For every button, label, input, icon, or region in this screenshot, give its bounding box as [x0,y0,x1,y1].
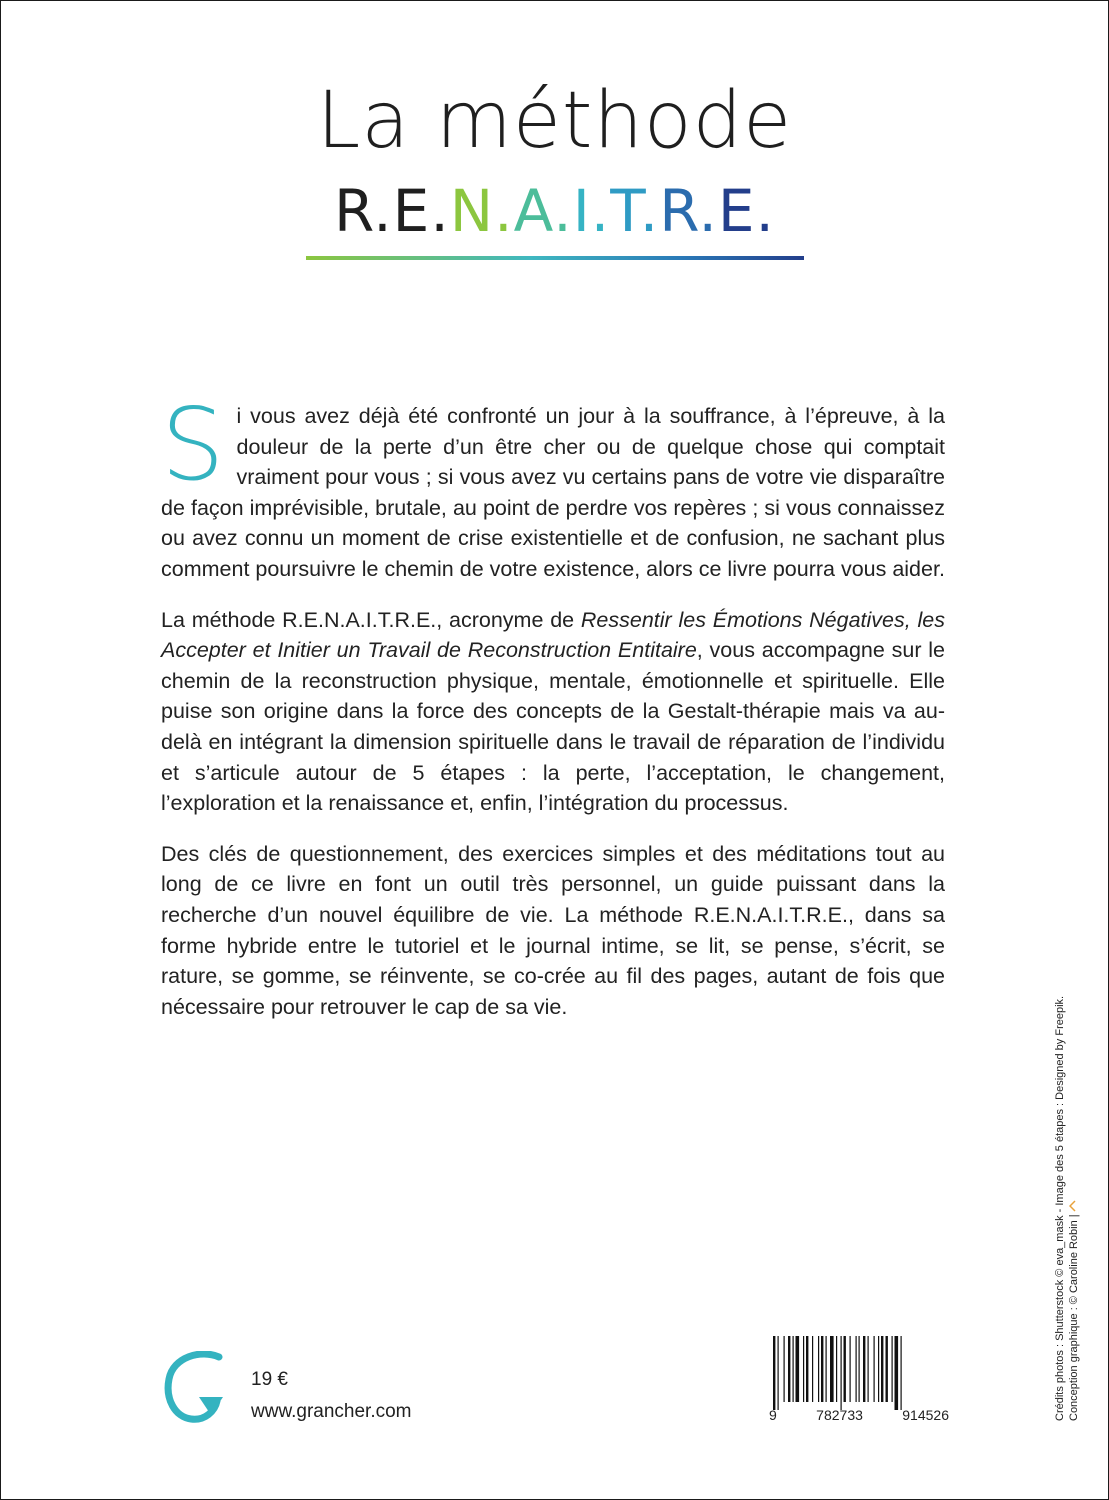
acronym-part: N. [449,177,514,245]
publisher-logo-icon [161,1351,227,1423]
barcode-bar [868,1336,869,1402]
isbn-digit-group: 914526 [902,1407,949,1423]
barcode-bar [818,1336,819,1402]
blurb-paragraph-1 [161,386,945,585]
barcode-bar [901,1336,902,1410]
paragraph-text: La méthode R.E.N.A.I.T.R.E., acronyme de [161,607,581,632]
credits-line-design [1067,996,1081,1421]
blurb [161,386,945,1042]
barcode-bar [812,1336,813,1402]
drop-cap: S [161,386,225,503]
credits [1053,996,1081,1421]
barcode-bar [863,1336,865,1402]
blurb-paragraph-2 [161,605,945,819]
isbn-digit-group: 782733 [816,1407,863,1423]
barcode-bar [784,1336,785,1402]
blurb-paragraph-3: Des clés de questionnement, des exercices simples et des méditations tout au long de ce livre en font un outil très personnel, un guide puissant dans la recherche d’un nouvel équilibre de vie. La méthode R.E.N.A.I.T.R.E., dans sa forme hybride entre le tutoriel et le journal intime, se lit, se pense, s’écrit, se rature, se gomme, se réinvente, se co-crée au fil des pages, autant de fois que nécessaire pour retrouver le cap de sa vie. [161,841,945,1019]
barcode-bar [844,1336,846,1402]
paragraph-text: i vous avez déjà été confronté un jour à la souffrance, à l’épreuve, à la douleur de la perte d’un être cher ou de quelque chose qui comptait vraiment pour vous ; si vous avez vu certains pans de votre vie disparaître de façon imprévisible, brutale, au point de perdre vos repères ; si vous connaissez ou avez connu un moment de crise existentielle et de confusion, ne sachant plus comment poursuivre le chemin de votre existence, alors ce livre pourra vous aider. [161,404,945,581]
acronym-part: T. [610,177,660,245]
barcode-bar [850,1336,851,1402]
acronym-part: E. [717,177,775,245]
acronym-part: I. [572,177,611,245]
barcode-bar [778,1336,779,1410]
isbn-digits [769,1407,949,1423]
gradient-rule [306,256,804,260]
paragraph-text: , vous accompagne sur le chemin de la reconstruction physique, mentale, émotionnelle et spirituelle. Elle puise son origine dans la force des concepts de la Gestalt-thérapie mais va au-delà en intégrant la dimension spirituelle dans le travail de réparation de l’individu et s’articule autour de 5 étapes : la perte, l’acceptation, le changement, l’exploration et la renaissance et, enfin, l’intégration du processus. [161,638,945,816]
barcode-bar [830,1336,834,1402]
barcode-bar [836,1336,837,1402]
acronym-part: A. [513,177,573,245]
barcode-bar [886,1336,888,1402]
acronym-part: R. [659,177,718,245]
barcode-bars-icon [769,1336,947,1410]
barcode-bar [878,1336,879,1402]
barcode-bar [773,1336,775,1410]
acronym-part: R.E. [334,177,450,245]
barcode-bar [803,1336,804,1402]
barcode-bar [821,1336,823,1402]
publisher-website-link[interactable]: www.grancher.com [251,1401,412,1422]
barcode-bar [793,1336,794,1402]
barcode-bar [788,1336,790,1402]
isbn-digit-group: 9 [769,1407,777,1423]
barcode-bar [859,1336,860,1402]
book-title: La méthode [316,76,793,166]
credits-line-photos: Crédits photos : Shutterstock © eva_mask - Image des 5 étapes : Designed by Freepik. [1054,995,1066,1421]
acronym-expansion: Ressentir les Émotions Négatives, les Accepter et Initier un Travail de Reconstruction Entitaire [161,607,945,663]
book-subtitle-acronym [1,173,1108,249]
barcode-bar [806,1336,808,1402]
barcode-bar [796,1336,800,1402]
barcode-bar [881,1336,883,1402]
credits-design-text: Conception graphique : © Caroline Robin | [1068,1214,1080,1421]
title-block [1,71,1108,249]
isbn-barcode [769,1336,949,1426]
barcode-bar [874,1336,875,1402]
barcode-bar [826,1336,827,1402]
barcode-bar [892,1336,893,1402]
designer-seal-icon [1067,1200,1081,1212]
barcode-bar [841,1336,842,1410]
barcode-bar [856,1336,857,1402]
barcode-bar [895,1336,899,1410]
price: 19 € [251,1369,288,1390]
